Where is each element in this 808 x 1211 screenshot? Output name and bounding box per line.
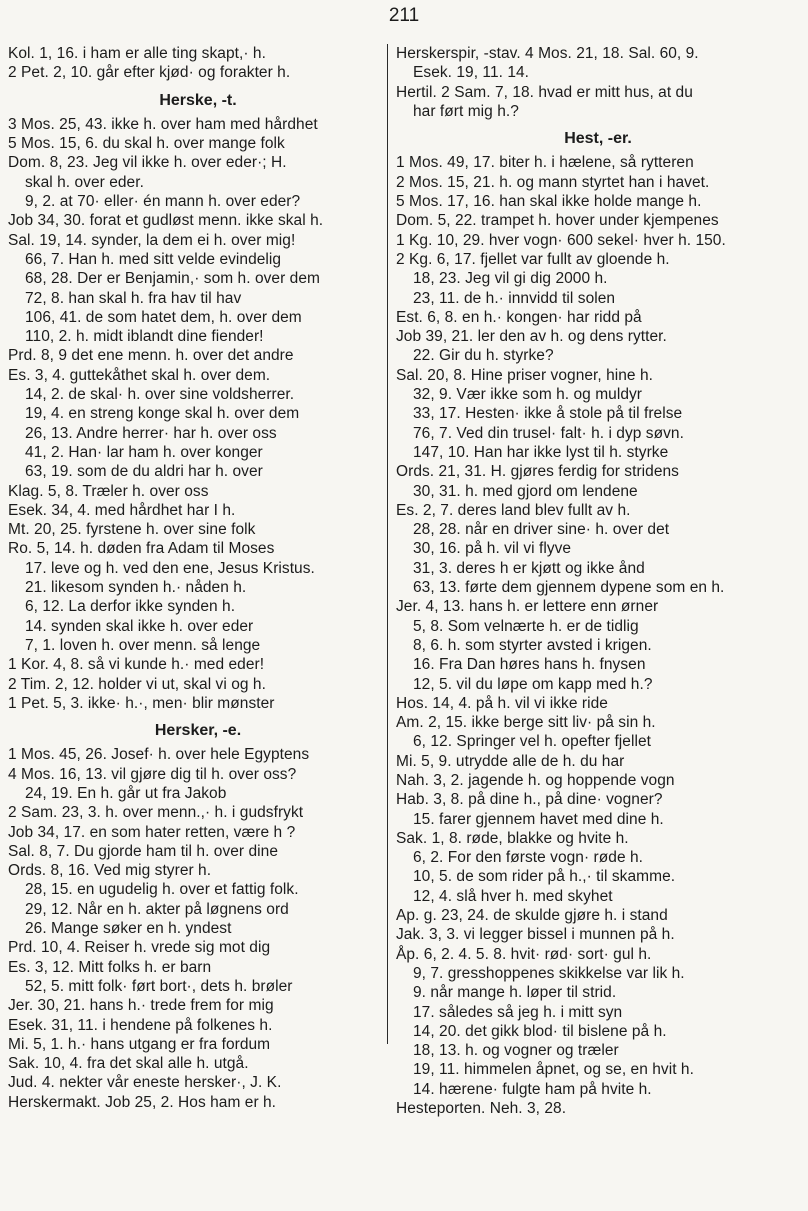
concordance-entry: 12, 4. slå hver h. med skyhet xyxy=(413,887,613,905)
concordance-entry: 17. således så jeg h. i mitt syn xyxy=(413,1003,623,1021)
concordance-entry: 9. når mange h. løper til strid. xyxy=(413,984,617,1002)
concordance-entry: Esek. 34, 4. med hårdhet har I h. xyxy=(8,501,236,519)
concordance-entry: 76, 7. Ved din trusel· falt· h. i dyp søvn. xyxy=(413,424,684,442)
concordance-entry: 52, 5. mitt folk· ført bort·, dets h. brøler xyxy=(25,977,293,995)
concordance-entry: 5 Mos. 15, 6. du skal h. over mange folk xyxy=(8,135,285,153)
concordance-entry: 2 Kg. 6, 17. fjellet var fullt av gloende h. xyxy=(396,250,670,268)
concordance-entry: Jak. 3, 3. vi legger bissel i munnen på h. xyxy=(396,926,675,944)
concordance-entry: 30, 31. h. med gjord om lendene xyxy=(413,482,638,500)
concordance-entry: 2 Mos. 15, 21. h. og mann styrtet han i havet. xyxy=(396,173,710,191)
concordance-entry: 1 Pet. 5, 3. ikke· h.·, men· blir mønster xyxy=(8,694,275,712)
concordance-entry: 14, 2. de skal· h. over sine voldsherrer. xyxy=(25,386,295,404)
concordance-entry: Åp. 6, 2. 4. 5. 8. hvit· rød· sort· gul h. xyxy=(396,945,652,963)
concordance-entry: 22. Gir du h. styrke? xyxy=(413,347,554,365)
concordance-entry: Am. 2, 15. ikke berge sitt liv· på sin h. xyxy=(396,714,656,732)
concordance-entry: Ords. 8, 16. Ved mig styrer h. xyxy=(8,862,212,880)
concordance-entry: 106, 41. de som hatet dem, h. over dem xyxy=(25,308,302,326)
concordance-entry: 30, 16. på h. vil vi flyve xyxy=(413,540,572,558)
concordance-entry: 63, 13. førte dem gjennem dypene som en h. xyxy=(413,579,725,597)
concordance-entry: Herskermakt. Job 25, 2. Hos ham er h. xyxy=(8,1093,277,1111)
concordance-entry: Esek. 19, 11. 14. xyxy=(413,64,530,82)
concordance-entry: 5, 8. Som velnærte h. er de tidlig xyxy=(413,617,639,635)
concordance-entry: 6, 2. For den første vogn· røde h. xyxy=(413,849,643,867)
concordance-entry: 9, 7. gresshoppenes skikkelse var lik h. xyxy=(413,964,685,982)
concordance-entry: 26. Mange søker en h. yndest xyxy=(25,920,232,938)
concordance-entry: 147, 10. Han har ikke lyst til h. styrke xyxy=(413,443,669,461)
concordance-entry: 1 Mos. 49, 17. biter h. i hælene, så rytteren xyxy=(396,154,694,172)
page-number: 211 xyxy=(388,5,420,26)
concordance-entry: Jer. 4, 13. hans h. er lettere enn ørner xyxy=(396,598,659,616)
section-heading: Herske, -t. xyxy=(159,91,237,109)
concordance-entry: 1 Mos. 45, 26. Josef· h. over hele Egyptens xyxy=(8,746,310,764)
concordance-entry: 66, 7. Han h. med sitt velde evindelig xyxy=(25,250,282,268)
concordance-entry: Ap. g. 23, 24. de skulde gjøre h. i stand xyxy=(396,907,668,925)
concordance-entry: 1 Kor. 4, 8. så vi kunde h.· med eder! xyxy=(8,656,265,674)
concordance-entry: Sal. 20, 8. Hine priser vogner, hine h. xyxy=(396,366,653,384)
concordance-entry: Dom. 5, 22. trampet h. hover under kjempenes xyxy=(396,212,719,230)
concordance-entry: 2 Pet. 2, 10. går efter kjød· og forakter h. xyxy=(8,64,291,82)
concordance-entry: 3 Mos. 25, 43. ikke h. over ham med hårdhet xyxy=(8,115,318,133)
concordance-entry: 2 Tim. 2, 12. holder vi ut, skal vi og h. xyxy=(8,675,266,693)
concordance-entry: 33, 17. Hesten· ikke å stole på til frelse xyxy=(413,405,683,423)
concordance-entry: 28, 28. når en driver sine· h. over det xyxy=(413,521,670,539)
concordance-entry: 1 Kg. 10, 29. hver vogn· 600 sekel· hver h. 150. xyxy=(396,231,726,249)
concordance-entry: Prd. 8, 9 det ene menn. h. over det andre xyxy=(8,347,294,365)
concordance-entry: 23, 11. de h.· innvidd til solen xyxy=(413,289,616,307)
concordance-entry: Klag. 5, 8. Træler h. over oss xyxy=(8,482,209,500)
concordance-entry: Herskerspir, -stav. 4 Mos. 21, 18. Sal. 60, 9. xyxy=(396,45,699,62)
concordance-entry: 2 Sam. 23, 3. h. over menn.,· h. i gudsfrykt xyxy=(8,804,304,822)
concordance-entry: 14, 20. det gikk blod· til bislene på h. xyxy=(413,1022,667,1040)
concordance-entry: 32, 9. Vær ikke som h. og muldyr xyxy=(413,386,643,404)
concordance-entry: Est. 6, 8. en h.· kongen· har ridd på xyxy=(396,308,642,326)
concordance-entry: 29, 12. Når en h. akter på løgnens ord xyxy=(25,900,289,918)
concordance-entry: Job 34, 17. en som hater retten, være h ? xyxy=(8,823,296,841)
concordance-entry: Dom. 8, 23. Jeg vil ikke h. over eder·; H. xyxy=(8,154,287,172)
concordance-entry: Esek. 31, 11. i hendene på folkenes h. xyxy=(8,1016,273,1034)
concordance-entry: 18, 13. h. og vogner og træler xyxy=(413,1042,619,1060)
concordance-entry: Nah. 3, 2. jagende h. og hoppende vogn xyxy=(396,771,675,789)
concordance-entry: 24, 19. En h. går ut fra Jakob xyxy=(25,784,227,802)
concordance-entry: Hertil. 2 Sam. 7, 18. hvad er mitt hus, at du xyxy=(396,83,693,101)
concordance-entry: Jud. 4. nekter vår eneste hersker·, J. K. xyxy=(8,1074,282,1092)
concordance-entry: 16. Fra Dan høres hans h. fnysen xyxy=(413,656,646,674)
concordance-entry: 19, 11. himmelen åpnet, og se, en hvit h. xyxy=(413,1061,694,1079)
concordance-entry: 8, 6. h. som styrter avsted i krigen. xyxy=(413,636,652,654)
concordance-entry: Kol. 1, 16. i ham er alle ting skapt,· h. xyxy=(8,45,266,62)
concordance-entry: 5 Mos. 17, 16. han skal ikke holde mange h. xyxy=(396,193,702,211)
concordance-entry: Prd. 10, 4. Reiser h. vrede sig mot dig xyxy=(8,939,271,957)
concordance-entry: 21. likesom synden h.· nåden h. xyxy=(25,579,247,597)
concordance-entry: 110, 2. h. midt iblandt dine fiender! xyxy=(25,328,264,346)
concordance-entry: Ro. 5, 14. h. døden fra Adam til Moses xyxy=(8,540,275,558)
concordance-entry: 6, 12. Springer vel h. opefter fjellet xyxy=(413,733,651,751)
concordance-entry: 14. synden skal ikke h. over eder xyxy=(25,617,254,635)
left-column xyxy=(8,44,388,1112)
concordance-entry: Sak. 1, 8. røde, blakke og hvite h. xyxy=(396,829,629,847)
concordance-entry: Hab. 3, 8. på dine h., på dine· vogner? xyxy=(396,791,663,809)
concordance-entry: Hesteporten. Neh. 3, 28. xyxy=(396,1100,567,1118)
concordance-entry: 17. leve og h. ved den ene, Jesus Kristus. xyxy=(25,559,315,577)
concordance-entry: 15. farer gjennem havet med dine h. xyxy=(413,810,664,828)
section-heading: Hest, -er. xyxy=(564,130,632,148)
concordance-entry: Es. 3, 12. Mitt folks h. er barn xyxy=(8,958,212,976)
concordance-entry: Mi. 5, 1. h.· hans utgang er fra fordum xyxy=(8,1035,271,1053)
concordance-entry: 72, 8. han skal h. fra hav til hav xyxy=(25,289,242,307)
concordance-entry: Hos. 14, 4. på h. vil vi ikke ride xyxy=(396,694,608,712)
concordance-entry: 63, 19. som de du aldri har h. over xyxy=(25,463,263,481)
concordance-entry: 28, 15. en ugudelig h. over et fattig folk. xyxy=(25,881,299,899)
concordance-entry: Mt. 20, 25. fyrstene h. over sine folk xyxy=(8,521,256,539)
concordance-entry: 12, 5. vil du løpe om kapp med h.? xyxy=(413,675,653,693)
right-column xyxy=(396,44,800,1118)
concordance-entry: har ført mig h.? xyxy=(413,102,519,120)
concordance-entry: Sak. 10, 4. fra det skal alle h. utgå. xyxy=(8,1055,249,1073)
concordance-entry: 4 Mos. 16, 13. vil gjøre dig til h. over oss? xyxy=(8,765,297,783)
concordance-entry: 18, 23. Jeg vil gi dig 2000 h. xyxy=(413,270,608,288)
concordance-entry: 10, 5. de som rider på h.,· til skamme. xyxy=(413,868,676,886)
concordance-entry: 26, 13. Andre herrer· har h. over oss xyxy=(25,424,277,442)
concordance-entry: 7, 1. loven h. over menn. så lenge xyxy=(25,636,261,654)
concordance-entry: 31, 3. deres h er kjøtt og ikke ånd xyxy=(413,559,645,577)
concordance-entry: 9, 2. at 70· eller· én mann h. over eder? xyxy=(25,193,301,211)
concordance-entry: Es. 3, 4. guttekåthet skal h. over dem. xyxy=(8,366,271,384)
concordance-entry: Es. 2, 7. deres land blev fullt av h. xyxy=(396,501,631,519)
concordance-entry: skal h. over eder. xyxy=(25,173,144,191)
concordance-entry: 14. hærene· fulgte ham på hvite h. xyxy=(413,1080,652,1098)
concordance-entry: Ords. 21, 31. H. gjøres ferdig for stridens xyxy=(396,463,679,481)
concordance-entry: Mi. 5, 9. utrydde alle de h. du har xyxy=(396,752,625,770)
concordance-entry: Sal. 19, 14. synder, la dem ei h. over mig! xyxy=(8,231,296,249)
concordance-entry: 6, 12. La derfor ikke synden h. xyxy=(25,598,236,616)
section-heading: Hersker, -e. xyxy=(154,722,242,740)
concordance-entry: Sal. 8, 7. Du gjorde ham til h. over dine xyxy=(8,842,278,860)
concordance-entry: 19, 4. en streng konge skal h. over dem xyxy=(25,405,300,423)
concordance-entry: Job 34, 30. forat et gudløst menn. ikke skal h. xyxy=(8,212,324,230)
concordance-entry: 68, 28. Der er Benjamin,· som h. over dem xyxy=(25,270,320,288)
concordance-entry: Job 39, 21. ler den av h. og dens rytter. xyxy=(396,328,667,346)
concordance-entry: 41, 2. Han· lar ham h. over konger xyxy=(25,443,263,461)
concordance-entry: Jer. 30, 21. hans h.· trede frem for mig xyxy=(8,997,274,1015)
